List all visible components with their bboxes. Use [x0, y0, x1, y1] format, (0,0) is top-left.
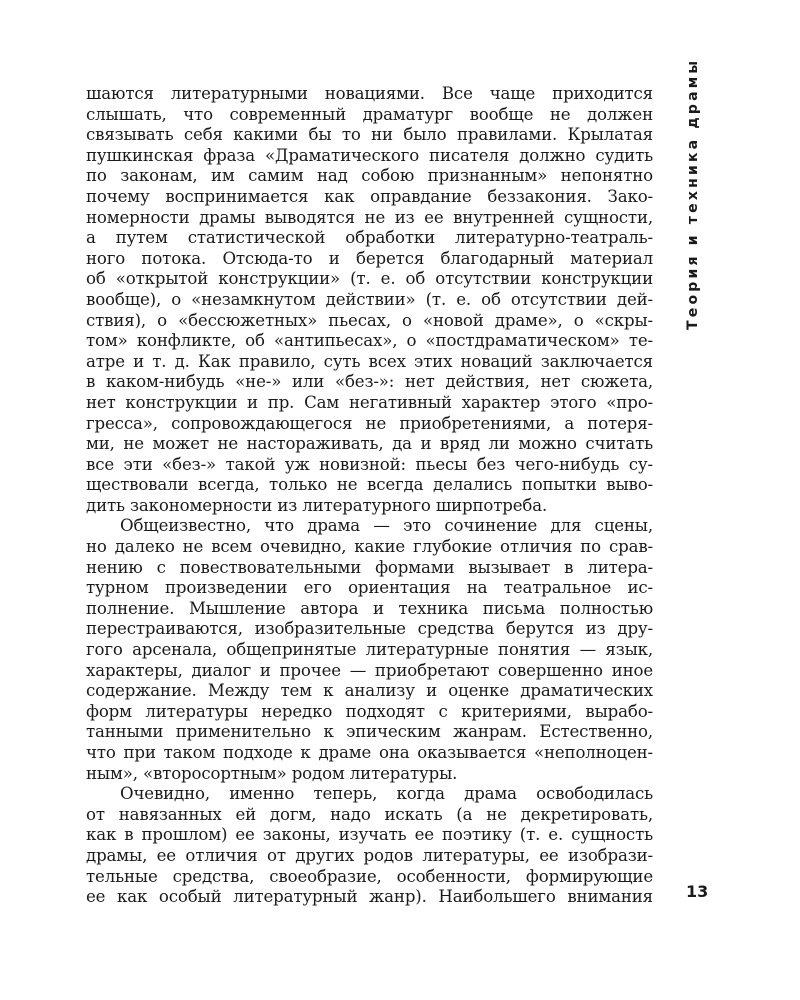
text-line: как в прошлом) ее законы, изучать ее поэтику (т. е. сущность: [86, 825, 653, 845]
text-line: вообще), о «незамкнутом действии» (т. е. об отсутствии дей-: [86, 289, 653, 309]
text-line: дить закономерности из литературного ширпотреба.: [86, 495, 548, 515]
text-line: характеры, диалог и прочее — приобретают совершенно иное: [86, 660, 653, 680]
running-head: Теория и техника драмы: [685, 57, 701, 330]
text-line: тельные средства, своеобразие, особенности, формирующие: [86, 866, 653, 886]
text-line: слышать, что современный драматург вообще не должен: [86, 104, 653, 124]
text-line: перестраиваются, изобразительные средства берутся из дру-: [86, 619, 653, 639]
text-line: нет конструкции и пр. Сам негативный характер этого «про-: [86, 392, 653, 412]
text-line: по законам, им самим над собою признанным» непонятно: [86, 166, 653, 186]
text-line: турном произведении его ориентация на театральное ис-: [86, 578, 653, 598]
text-line: гого арсенала, общепринятые литературные понятия — язык,: [86, 640, 653, 660]
text-line: что при таком подходе к драме она оказывается «неполноцен-: [86, 743, 653, 762]
text-line: ществовали всегда, только не всегда делались попытки выво-: [86, 475, 653, 495]
text-line: ми, не может не настораживать, да и вряд ли можно считать: [86, 434, 653, 454]
text-line: полнение. Мышление автора и техника письма полностью: [86, 598, 653, 618]
text-line: гресса», сопровождающегося не приобретениями, а потеря-: [86, 413, 653, 433]
text-line: пушкинская фраза «Драматического писателя должно судить: [86, 145, 653, 165]
text-line: ного потока. Отсюда-то и берется благодарный материал: [86, 248, 653, 268]
text-line: том» конфликте, об «антипьесах», о «постдраматическом» те-: [86, 331, 653, 351]
text-line: форм литературы нередко подходят с критериями, вырабо-: [86, 701, 653, 721]
paragraph-3: [86, 784, 653, 908]
text-line: в каком-нибудь «не-» или «без-»: нет действия, нет сюжета,: [86, 372, 653, 392]
page-number: 13: [686, 882, 709, 901]
text-line: связывать себя какими бы то ни было правилами. Крылатая: [86, 125, 653, 145]
text-line: все эти «без-» такой уж новизной: пьесы без чего-нибудь су-: [86, 454, 653, 474]
text-line: содержание. Между тем к анализу и оценке драматических: [86, 681, 653, 701]
text-line: но далеко не всем очевидно, какие глубокие отличия по срав-: [86, 537, 653, 557]
text-line: номерности драмы выводятся не из ее внутренней сущности,: [86, 207, 653, 227]
text-line: Общеизвестно, что драма — это сочинение для сцены,: [120, 516, 653, 536]
text-line: атре и т. д. Как правило, суть всех этих новаций заключается: [86, 351, 653, 371]
text-line: шаются литературными новациями. Все чаще приходится: [86, 84, 653, 103]
text-line: а путем статистической обработки литературно-театраль-: [86, 228, 653, 248]
text-line: танными применительно к эпическим жанрам. Естественно,: [86, 722, 653, 742]
text-line: от навязанных ей догм, надо искать (а не декретировать,: [86, 804, 653, 824]
text-line: ее как особый литературный жанр). Наибольшего внимания: [86, 887, 653, 907]
text-line: ным», «второсортным» родом литературы.: [86, 763, 458, 783]
text-line: Очевидно, именно теперь, когда драма освободилась: [120, 784, 653, 804]
text-line: нению с повествовательными формами вызывает в литера-: [86, 557, 653, 577]
text-line: почему воспринимается как оправдание беззакония. Зако-: [86, 186, 653, 206]
paragraph-1: [86, 84, 653, 516]
text-line: об «открытой конструкции» (т. е. об отсутствии конструкции: [86, 269, 653, 289]
body-text: [86, 84, 653, 908]
text-line: драмы, ее отличия от других родов литературы, ее изобрази-: [86, 845, 653, 865]
paragraph-2: [86, 516, 653, 784]
text-line: ствия), о «бессюжетных» пьесах, о «новой драме», о «скры-: [86, 310, 653, 330]
